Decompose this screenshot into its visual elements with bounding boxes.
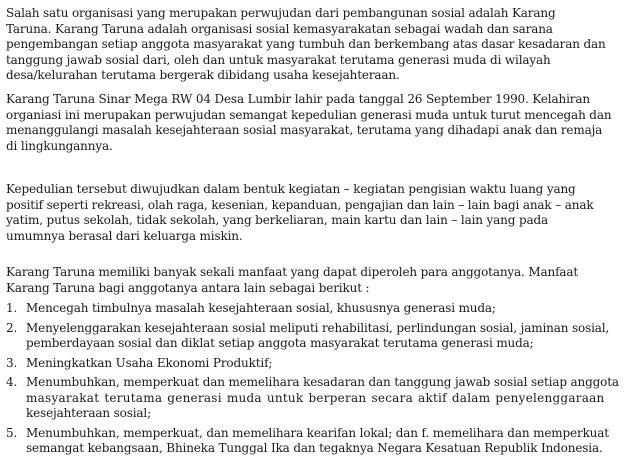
text-line: Menyelenggarakan kesejahteraan sosial meliputi rehabilitasi, perlindungan sosial, jaminan sosial,: [26, 320, 610, 335]
text-line: positif seperti rekreasi, olah raga, kesenian, kepanduan, pengajian dan lain – lain bagi anak – anak: [6, 197, 594, 212]
text-line: semangat kebangsaan, Bhineka Tunggal Ika dan tegaknya Negara Kesatuan Republik Indonesia.: [26, 441, 603, 455]
paragraph-intro: [6, 6, 634, 84]
text-line: Menumbuhkan, memperkuat, dan memelihara kearifan lokal; dan f. memelihara dan memperkuat: [26, 425, 609, 440]
text-line: kesejahteraan sosial;: [26, 406, 152, 420]
list-number: 1.: [6, 301, 18, 315]
text-line: menanggulangi masalah kesejahteraan sosial masyarakat, terutama yang dihadapi anak dan remaja: [6, 123, 603, 137]
text-line: di lingkungannya.: [6, 138, 113, 153]
list-number: 4.: [6, 375, 18, 389]
list-item: [0, 301, 640, 317]
list-item: [0, 375, 640, 422]
text-line: masyarakat terutama generasi muda untuk berperan secara aktif dalam penyelenggaraan: [26, 390, 605, 405]
text-line: yatim, putus sekolah, tidak sekolah, yang berkeliaran, main kartu dan lain – lain yang pada: [6, 213, 549, 227]
list-number: 2.: [6, 320, 18, 335]
benefits-list: [0, 301, 640, 458]
text-line: Menumbuhkan, memperkuat dan memelihara kesadaran dan tanggung jawab sosial setiap anggota: [26, 375, 619, 389]
text-line: umumnya berasal dari keluarga miskin.: [6, 228, 243, 243]
text-line: pemberdayaan sosial dan diklat setiap anggota masyarakat terutama generasi muda;: [26, 336, 534, 350]
text-line: Kepedulian tersebut diwujudkan dalam bentuk kegiatan – kegiatan pengisian waktu luang yang: [6, 182, 576, 196]
text-line: Taruna. Karang Taruna adalah organisasi sosial kemasyarakatan sebagai wadah dan sarana: [6, 21, 553, 36]
text-line: Karang Taruna bagi anggotanya antara lain sebagai berikut :: [6, 280, 370, 295]
text-line: organiasi ini merupakan perwujudan semangat kepedulian generasi muda untuk turut mencegah dan: [6, 107, 612, 122]
paragraph-activities: [6, 182, 634, 244]
text-line: desa/kelurahan terutama bergerak dibidang usaha kesejahteraan.: [6, 68, 400, 82]
paragraph-benefits-intro: [6, 265, 634, 296]
text-line: Meningkatkan Usaha Ekonomi Produktif;: [26, 355, 273, 370]
text-line: pengembangan setiap anggota masyarakat yang tumbuh dan berkembang atas dasar kesadaran dan: [6, 37, 606, 51]
list-number: 3.: [6, 355, 18, 370]
text-line: Karang Taruna Sinar Mega RW 04 Desa Lumbir lahir pada tanggal 26 September 1990. Kelahiran: [6, 92, 590, 106]
list-item: [0, 356, 640, 372]
text-line: Salah satu organisasi yang merupakan perwujudan dari pembangunan sosial adalah Karang: [6, 6, 556, 20]
paragraph-history: [6, 92, 634, 154]
text-line: Karang Taruna memiliki banyak sekali manfaat yang dapat diperoleh para anggotanya. Manfaat: [6, 265, 579, 279]
list-number: 5.: [6, 425, 18, 440]
list-item: [0, 426, 640, 457]
text-line: Mencegah timbulnya masalah kesejahteraan sosial, khususnya generasi muda;: [26, 301, 496, 315]
list-item: [0, 321, 640, 352]
text-line: tanggung jawab sosial dari, oleh dan untuk masyarakat terutama generasi muda di wilayah: [6, 52, 551, 67]
